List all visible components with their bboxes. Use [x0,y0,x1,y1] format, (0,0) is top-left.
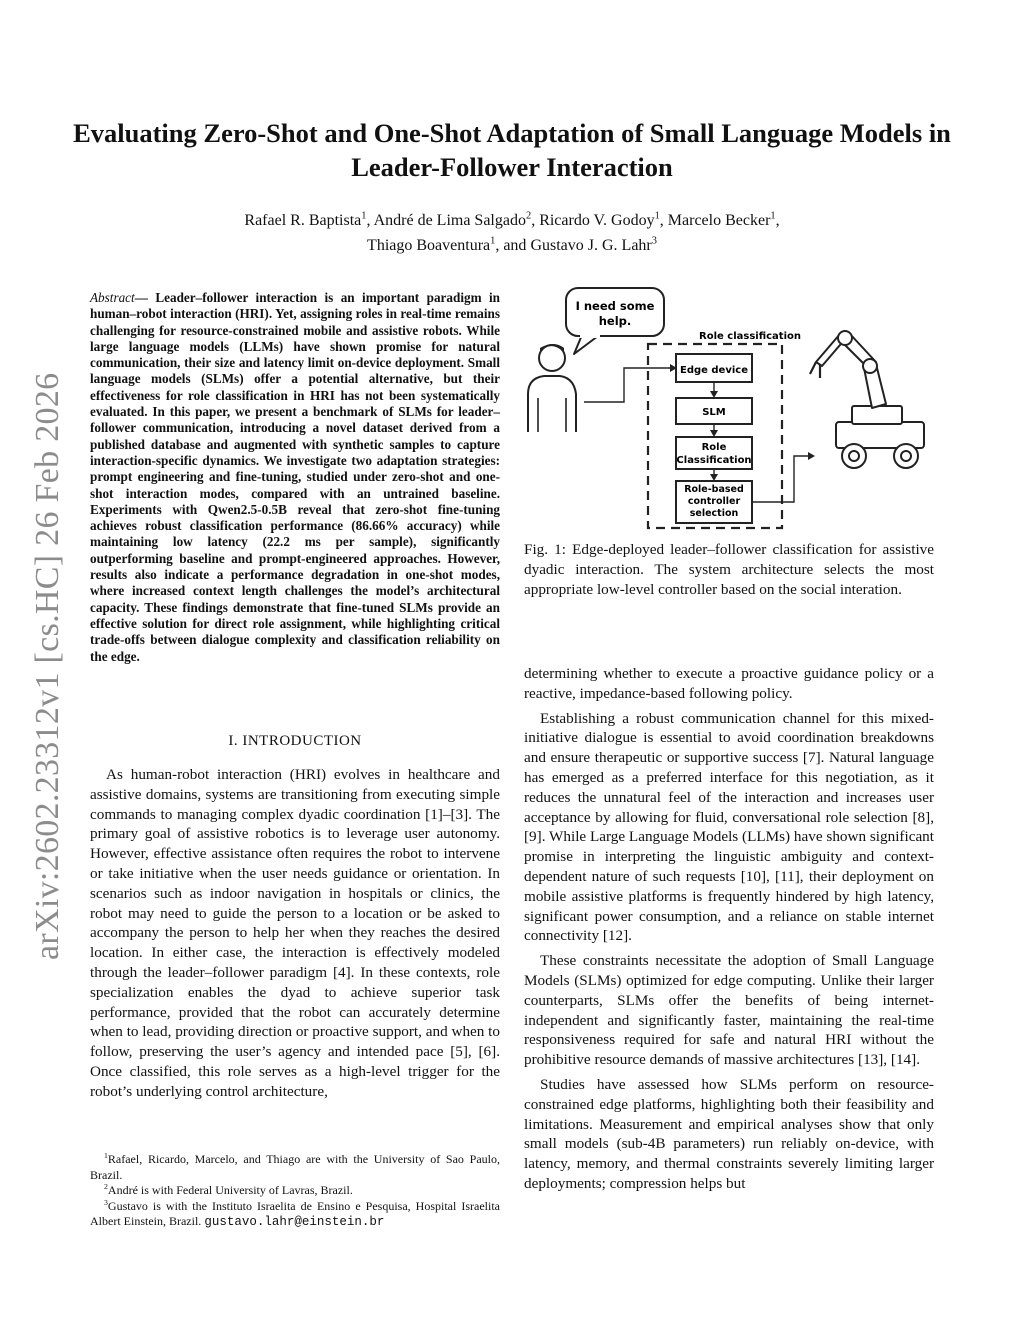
author-line-2 [60,233,964,258]
author-separator: , and [495,237,531,254]
author-separator: , [366,212,374,229]
arrowhead [710,474,718,481]
system-architecture-diagram [524,282,934,532]
affiliation-mark: 3 [651,235,657,247]
footnote-text: Gustavo is with the Instituto Israelita de Ensino e Pesquisa, Hospital Israelita Albert Einstein, Brazil. [90,1198,500,1228]
affiliation-mark: 1 [490,235,496,247]
paper-title: Evaluating Zero-Shot and One-Shot Adaptation of Small Language Models in Leader-Follower Interaction [73,118,951,182]
footnote [90,1199,500,1231]
author-separator: , [659,212,668,229]
person-icon [528,344,576,432]
box-label: SLM [702,407,726,418]
paragraph: These constraints necessitate the adoption of Small Language Models (SLMs) optimized for edge computing. Unlike their larger counterparts, SLMs offer the benefits of being internet-independent and significantly faster, maintaining the real-time responsiveness required for safe and natural HRI without the prohibitive resource demands of massive architectures [13], [14]. [524,952,934,1069]
affiliation-mark: 1 [361,210,367,222]
author-separator: , [775,212,780,229]
box-label: selection [689,508,739,519]
connector-arrow [752,456,808,502]
connector-arrow [584,368,670,402]
arrowhead [710,430,718,437]
footnote-mark: 2 [104,1182,108,1191]
author: André de Lima Salgado [373,212,526,229]
footnote [90,1183,500,1199]
author: Marcelo Becker [667,212,771,229]
author-line-1 [60,208,964,233]
author: Rafael R. Baptista [244,212,362,229]
box-label: controller [687,496,741,507]
abstract-label: Abstract [90,290,135,305]
author: Gustavo J. G. Lahr [530,237,652,254]
affiliation-mark: 1 [654,210,660,222]
paragraph: determining whether to execute a proactive guidance policy or a reactive, impedance-based following policy. [524,665,934,702]
box-label: Edge device [679,365,749,376]
affiliation-mark: 2 [525,210,532,222]
email-link[interactable]: gustavo.lahr@einstein.br [204,1215,385,1229]
group-label: Role classification [699,331,801,342]
speech-text-line: help. [598,314,632,328]
footnote-mark: 3 [104,1197,108,1207]
arrowhead [808,452,815,460]
footnote-text: Rafael, Ricardo, Marcelo, and Thiago are with the University of Sao Paulo, Brazil. [90,1152,500,1182]
author-list [60,208,964,258]
author: Ricardo V. Godoy [539,212,655,229]
figure-diagram [524,282,934,532]
author-separator: , [531,212,540,229]
paragraph: As human-robot interaction (HRI) evolves in healthcare and assistive domains, systems are transitioning from executing simple commands to managing complex dyadic coordination [1]–[3]. The primary goal of assistive robotics is to leverage user autonomy. However, effective assistance often requires the robot to intervene or take initiative when the user needs guidance or orientation. In scenarios such as indoor navigation in hospitals or clinics, the robot may need to guide the person to a location or be asked to accompany the person to help her when they reaches the desired location. In either case, the interaction is effectively modeled through the leader–follower paradigm [4]. In these contexts, role specialization enables the dyad to achieve superior task performance, provided that the robot can accurately determine when to lead, providing direction or proactive support, and when to follow, preserving the user’s agency and intended pace [5], [6]. Once classified, this role serves as a high-level trigger for the robot’s underlying control architecture, [90,766,500,1100]
footnotes [90,1152,500,1231]
arrowhead [710,391,718,398]
box-label: Classification [676,455,752,466]
mobile-manipulator-robot-icon [810,331,924,468]
left-column-body [90,765,500,1107]
abstract-dash: — [134,290,156,305]
paragraph: Establishing a robust communication channel for this mixed-initiative dialogue is essential to avoid coordination breakdowns and ensure therapeutic or supportive success [7]. Natural language has emerged as a preferred interface for this negotiation, as it reduces the unnatural feel of the interaction and increases user acceptance by allowing for fluid, conversational role selection [8], [9]. While Large Language Models (LLMs) have shown significant promise in interpreting the linguistic ambiguity and context-dependent nature of such requests [10], [11], their deployment on mobile assistive platforms is frequently hindered by high latency, significant power consumption, and a reliance on stable internet connectivity [12]. [524,709,934,945]
abstract-text: Leader–follower interaction is an important paradigm in human–robot interaction (HRI). Yet, assigning roles in real-time remains challenging for resource-constrained mobile and assistive robots. While large language models (LLMs) have shown promise for natural communication, their size and latency limit on-device deployment. Small language models (SLMs) offer a potential alternative, but their effectiveness for role classification in HRI has not been systematically evaluated. In this paper, we present a benchmark of SLMs for leader–follower communication, introducing a novel dataset derived from a published database and augmented with synthetic samples to capture interaction-specific dynamics. We investigate two adaptation strategies: prompt engineering and fine-tuning, studied under zero-shot and one-shot interaction modes, compared with an untrained baseline. Experiments with Qwen2.5-0.5B reveal that zero-shot fine-tuning achieves robust classification performance (86.66% accuracy) while maintaining low latency (22.2 ms per sample), significantly outperforming baseline and prompt-engineered approaches. However, results also indicate a performance degradation in one-shot modes, where increased context length challenges the model’s architectural capacity. These findings demonstrate that fine-tuned SLMs provide an effective solution for direct role assignment, while highlighting critical trade-offs between dialogue complexity and classification reliability on the edge. [90,290,501,664]
figure-caption: Fig. 1: Edge-deployed leader–follower classification for assistive dyadic interaction. The system architecture selects the most appropriate low-level controller based on the social interation. [524,541,934,598]
footnote-mark: 1 [104,1151,108,1160]
paragraph: Studies have assessed how SLMs perform on resource-constrained edge platforms, highlighting both their feasibility and limitations. Measurement and empirical analyses show that only small models (sub-4B parameters) run reliably on-device, with latency, memory, and thermal constraints severely limiting larger deployments; compression helps but [524,1075,934,1192]
box-label: Role-based [684,484,744,495]
abstract [90,290,500,665]
box-label: Role [701,442,727,453]
footnote-text: André is with Federal University of Lavras, Brazil. [107,1183,353,1197]
speech-text-line: I need some [575,299,655,313]
footnote [90,1152,500,1183]
right-column-body [524,664,934,1199]
section-heading: I. INTRODUCTION [228,733,362,749]
author: Thiago Boaventura [367,237,491,254]
affiliation-mark: 1 [770,210,776,222]
arxiv-stamp: arXiv:2602.23312v1 [cs.HC] 26 Feb 2026 [29,372,66,960]
bubble-tail-mask [580,332,600,338]
